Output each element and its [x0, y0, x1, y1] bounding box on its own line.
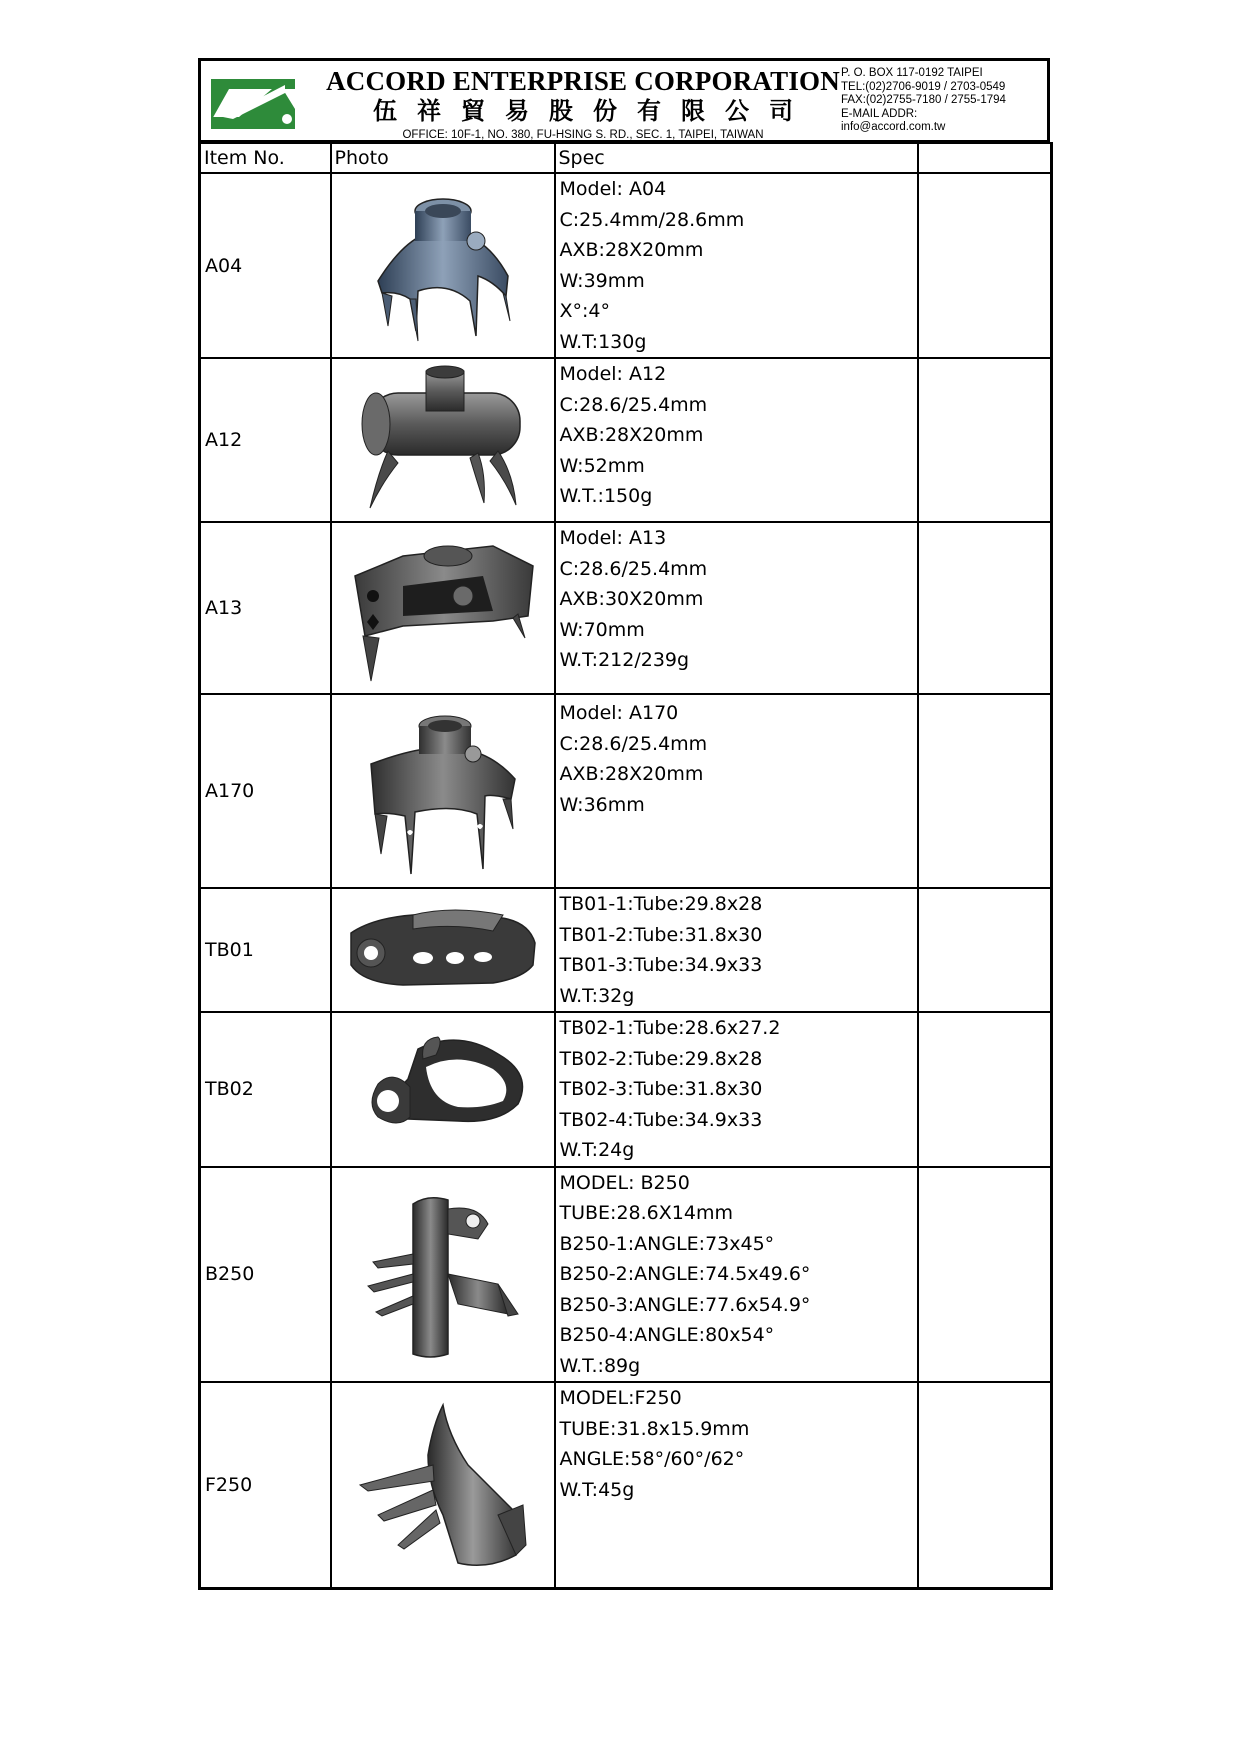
bottom-bracket-lug-icon — [358, 1184, 528, 1364]
bicycle-lug-icon — [343, 526, 543, 691]
table-row — [200, 1012, 1052, 1167]
spec-cell — [555, 358, 918, 522]
column-header-blank — [918, 143, 1052, 173]
spec-line: B250-4:ANGLE:80x54° — [559, 1324, 775, 1346]
spec-line: TB02-1:Tube:28.6x27.2 — [559, 1017, 781, 1039]
bicycle-lug-icon — [353, 704, 533, 879]
spec-line: C:28.6/25.4mm — [559, 557, 708, 580]
item-number: TB01 — [200, 888, 331, 1012]
item-number: B250 — [200, 1167, 331, 1383]
letterhead — [198, 58, 1050, 142]
blank-cell — [918, 1012, 1052, 1167]
bicycle-lug-icon — [348, 363, 538, 518]
spec-line: MODEL: B250 — [559, 1171, 690, 1194]
column-header-item-no: Item No. — [200, 143, 331, 173]
item-number: A04 — [200, 173, 331, 358]
table-row — [200, 1382, 1052, 1588]
telephone: TEL:(02)2706-9019 / 2703-0549 — [841, 80, 1006, 93]
accord-logo-icon — [209, 73, 297, 133]
product-photo — [331, 1167, 555, 1383]
spec-line: TB02-3:Tube:31.8x30 — [559, 1078, 763, 1100]
head-lug-icon — [348, 1395, 538, 1575]
spec-cell — [555, 1012, 918, 1167]
spec-line: C:25.4mm/28.6mm — [559, 208, 745, 231]
company-name-en: ACCORD ENTERPRISE CORPORATION — [326, 66, 840, 96]
spec-line: Model: A04 — [559, 178, 667, 200]
spec-line: TUBE:28.6X14mm — [559, 1202, 733, 1224]
blank-cell — [918, 694, 1052, 888]
seat-clamp-icon — [348, 1029, 538, 1149]
table-row — [200, 358, 1052, 522]
spec-line: W:39mm — [559, 269, 645, 292]
item-number: A170 — [200, 694, 331, 888]
email-label: E-MAIL ADDR: — [841, 107, 918, 120]
spec-line: W.T:24g — [559, 1139, 635, 1161]
table-row — [200, 888, 1052, 1012]
column-header-photo: Photo — [331, 143, 555, 173]
product-photo — [331, 358, 555, 522]
spec-line: TB02-2:Tube:29.8x28 — [559, 1047, 763, 1070]
item-number: A13 — [200, 522, 331, 694]
contact-info — [841, 67, 1006, 135]
item-number: F250 — [200, 1382, 331, 1588]
spec-cell — [555, 1167, 918, 1383]
bicycle-lug-icon — [358, 181, 528, 351]
spec-line: W.T:32g — [559, 984, 635, 1007]
table-row — [200, 522, 1052, 694]
spec-line: W.T.:150g — [559, 485, 653, 507]
blank-cell — [918, 1167, 1052, 1383]
spec-line: C:28.6/25.4mm — [559, 732, 708, 755]
spec-cell — [555, 888, 918, 1012]
spec-line: C:28.6/25.4mm — [559, 393, 708, 416]
po-box: P. O. BOX 117-0192 TAIPEI — [841, 67, 983, 79]
spec-line: AXB:28X20mm — [559, 239, 704, 261]
blank-cell — [918, 1382, 1052, 1588]
spec-line: Model: A13 — [559, 527, 667, 549]
spec-line: B250-2:ANGLE:74.5x49.6° — [559, 1263, 811, 1285]
product-photo — [331, 1012, 555, 1167]
spec-line: W:36mm — [559, 793, 645, 816]
spec-line: W.T:130g — [559, 330, 647, 353]
office-address: OFFICE: 10F-1, NO. 380, FU-HSING S. RD., SEC. 1, TAIPEI, TAIWAN — [402, 129, 764, 141]
item-number: TB02 — [200, 1012, 331, 1167]
email-address: info@accord.com.tw — [841, 121, 946, 133]
spec-line: TB01-1:Tube:29.8x28 — [559, 893, 763, 915]
spec-line: TUBE:31.8x15.9mm — [559, 1417, 750, 1440]
spec-cell — [555, 522, 918, 694]
item-number: A12 — [200, 358, 331, 522]
spec-cell — [555, 173, 918, 358]
spec-line: TB01-3:Tube:34.9x33 — [559, 954, 763, 976]
spec-line: AXB:30X20mm — [559, 588, 704, 610]
table-row — [200, 1167, 1052, 1383]
spec-line: B250-3:ANGLE:77.6x54.9° — [559, 1293, 811, 1316]
product-photo — [331, 888, 555, 1012]
spec-line: ANGLE:58°/60°/62° — [559, 1448, 745, 1470]
fax: FAX:(02)2755-7180 / 2755-1794 — [841, 94, 1006, 106]
seat-clamp-icon — [343, 903, 543, 998]
spec-line: W.T:45g — [559, 1478, 635, 1501]
spec-line: W:52mm — [559, 454, 645, 477]
spec-line: X°:4° — [559, 300, 611, 322]
company-name-zh: 伍祥貿易股份有限公司 — [373, 96, 813, 125]
spec-line: Model: A170 — [559, 702, 679, 724]
spec-line: Model: A12 — [559, 363, 667, 385]
blank-cell — [918, 173, 1052, 358]
table-header-row — [200, 143, 1052, 173]
blank-cell — [918, 358, 1052, 522]
spec-cell — [555, 1382, 918, 1588]
spec-line: W.T.:89g — [559, 1354, 641, 1377]
spec-line: B250-1:ANGLE:73x45° — [559, 1232, 775, 1255]
spec-line: TB01-2:Tube:31.8x30 — [559, 923, 763, 946]
product-table — [198, 142, 1053, 1590]
blank-cell — [918, 888, 1052, 1012]
table-row — [200, 694, 1052, 888]
product-photo — [331, 173, 555, 358]
spec-line: AXB:28X20mm — [559, 424, 704, 446]
spec-line: W:70mm — [559, 618, 645, 641]
blank-cell — [918, 522, 1052, 694]
spec-line: MODEL:F250 — [559, 1387, 682, 1409]
table-row — [200, 173, 1052, 358]
spec-cell — [555, 694, 918, 888]
company-block — [323, 66, 843, 142]
spec-line: TB02-4:Tube:34.9x33 — [559, 1108, 763, 1131]
product-photo — [331, 522, 555, 694]
product-photo — [331, 1382, 555, 1588]
product-photo — [331, 694, 555, 888]
spec-sheet — [198, 58, 1050, 1590]
column-header-spec: Spec — [555, 143, 918, 173]
spec-line: AXB:28X20mm — [559, 763, 704, 785]
spec-line: W.T:212/239g — [559, 649, 690, 671]
